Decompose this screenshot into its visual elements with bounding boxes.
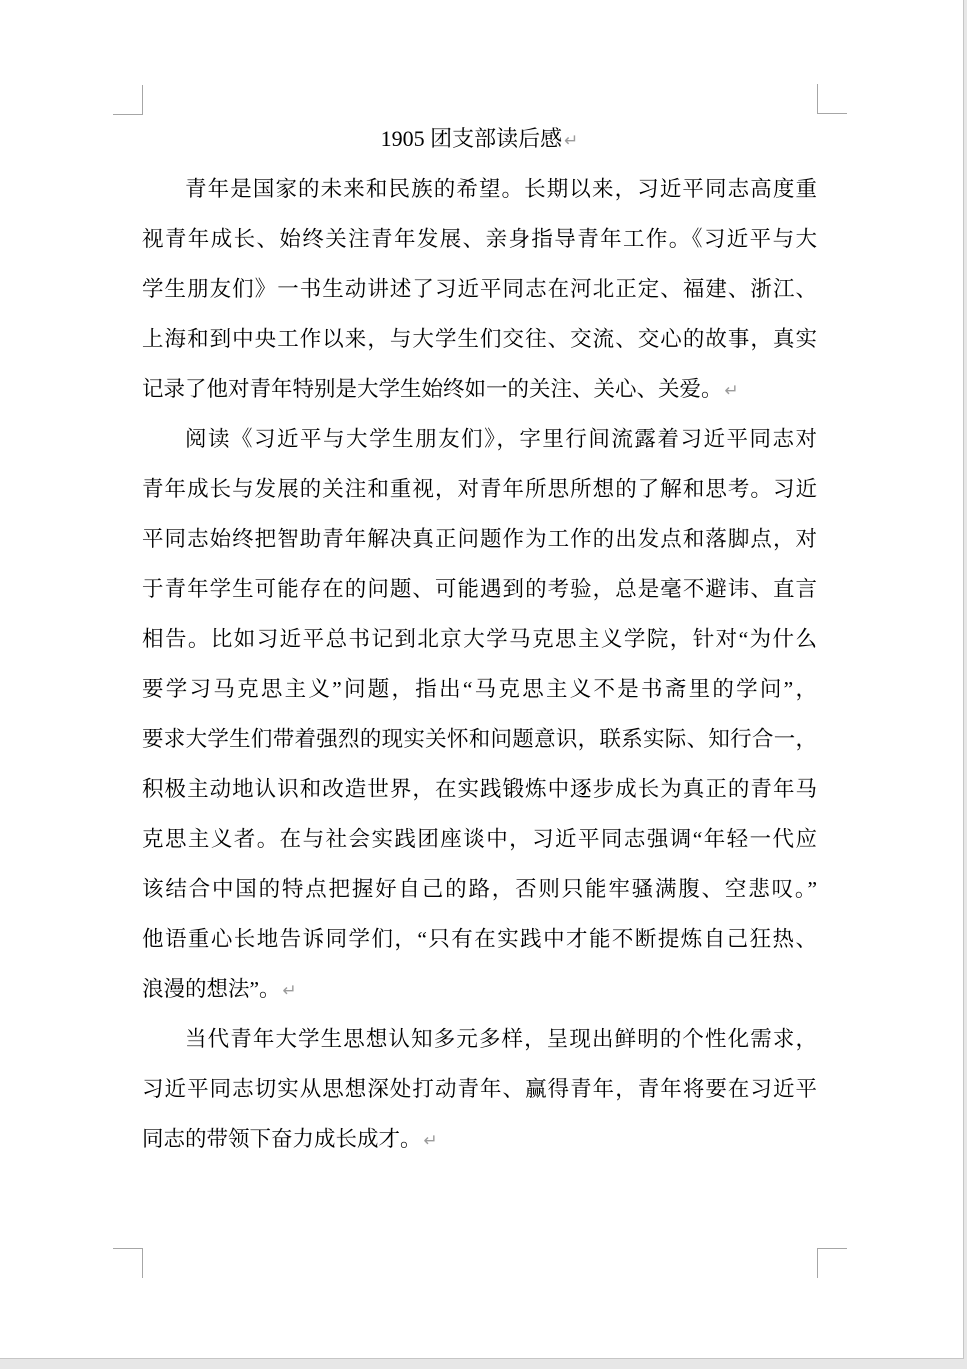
- text-line[interactable]: 于青年学生可能存在的问题、可能遇到的考验，总是毫不避讳、直言: [142, 577, 817, 601]
- paragraph-mark-icon: ↵: [282, 981, 297, 1001]
- text-line[interactable]: 阅读《习近平与大学生朋友们》，字里行间流露着习近平同志对: [185, 427, 817, 451]
- text-line[interactable]: 视青年成长、始终关注青年发展、亲身指导青年工作。《习近平与大: [142, 227, 817, 251]
- paragraph-mark-icon: ↵: [423, 1131, 438, 1151]
- margin-crop-mark-top-left-icon: [113, 85, 143, 115]
- margin-crop-mark-bottom-right-icon: [817, 1248, 847, 1278]
- margin-crop-mark-bottom-left-icon: [113, 1248, 143, 1278]
- document-text-area: [142, 114, 817, 1164]
- doc-title-text: 1905 团支部读后感: [380, 126, 563, 151]
- text-line[interactable]: 该结合中国的特点把握好自己的路，否则只能牢骚满腹、空悲叹。”: [142, 877, 817, 901]
- doc-title[interactable]: [142, 114, 817, 164]
- text-line[interactable]: 青年是国家的未来和民族的希望。长期以来，习近平同志高度重: [185, 177, 817, 201]
- paragraph-mark-icon: ↵: [724, 381, 739, 401]
- margin-crop-mark-top-right-icon: [817, 84, 847, 114]
- text-line[interactable]: [142, 364, 817, 414]
- text-line-content: 同志的带领下奋力成长成才。: [142, 1127, 422, 1151]
- text-line[interactable]: 相告。比如习近平总书记到北京大学马克思主义学院，针对“为什么: [142, 627, 817, 651]
- text-line[interactable]: 他语重心长地告诉同学们，“只有在实践中才能不断提炼自己狂热、: [142, 927, 817, 951]
- text-line[interactable]: 克思主义者。在与社会实践团座谈中，习近平同志强调“年轻一代应: [142, 827, 817, 851]
- text-line-content: 记录了他对青年特别是大学生始终如一的关注、关心、关爱。: [142, 377, 723, 401]
- paragraph-1: [142, 164, 817, 414]
- text-line[interactable]: 青年成长与发展的关注和重视，对青年所思所想的了解和思考。习近: [142, 477, 817, 501]
- text-line[interactable]: 上海和到中央工作以来，与大学生们交往、交流、交心的故事，真实: [142, 327, 817, 351]
- text-line[interactable]: [142, 964, 817, 1014]
- text-line-content: 浪漫的想法”。: [142, 977, 281, 1001]
- text-line[interactable]: 学生朋友们》一书生动讲述了习近平同志在河北正定、福建、浙江、: [142, 277, 817, 301]
- text-line[interactable]: 要学习马克思主义”问题，指出“马克思主义不是书斋里的学问”，: [142, 677, 817, 701]
- text-line[interactable]: [142, 1114, 817, 1164]
- paragraph-2: [142, 414, 817, 1014]
- text-line[interactable]: 当代青年大学生思想认知多元多样，呈现出鲜明的个性化需求，: [185, 1027, 817, 1051]
- text-line[interactable]: 习近平同志切实从思想深处打动青年、赢得青年，青年将要在习近平: [142, 1077, 817, 1101]
- text-line[interactable]: 平同志始终把智助青年解决真正问题作为工作的出发点和落脚点，对: [142, 527, 817, 551]
- paragraph-mark-icon: ↵: [564, 131, 579, 151]
- text-line[interactable]: 积极主动地认识和改造世界，在实践锻炼中逐步成长为真正的青年马: [142, 777, 817, 801]
- text-line[interactable]: 要求大学生们带着强烈的现实关怀和问题意识，联系实际、知行合一，: [142, 727, 817, 751]
- paragraph-3: [142, 1014, 817, 1164]
